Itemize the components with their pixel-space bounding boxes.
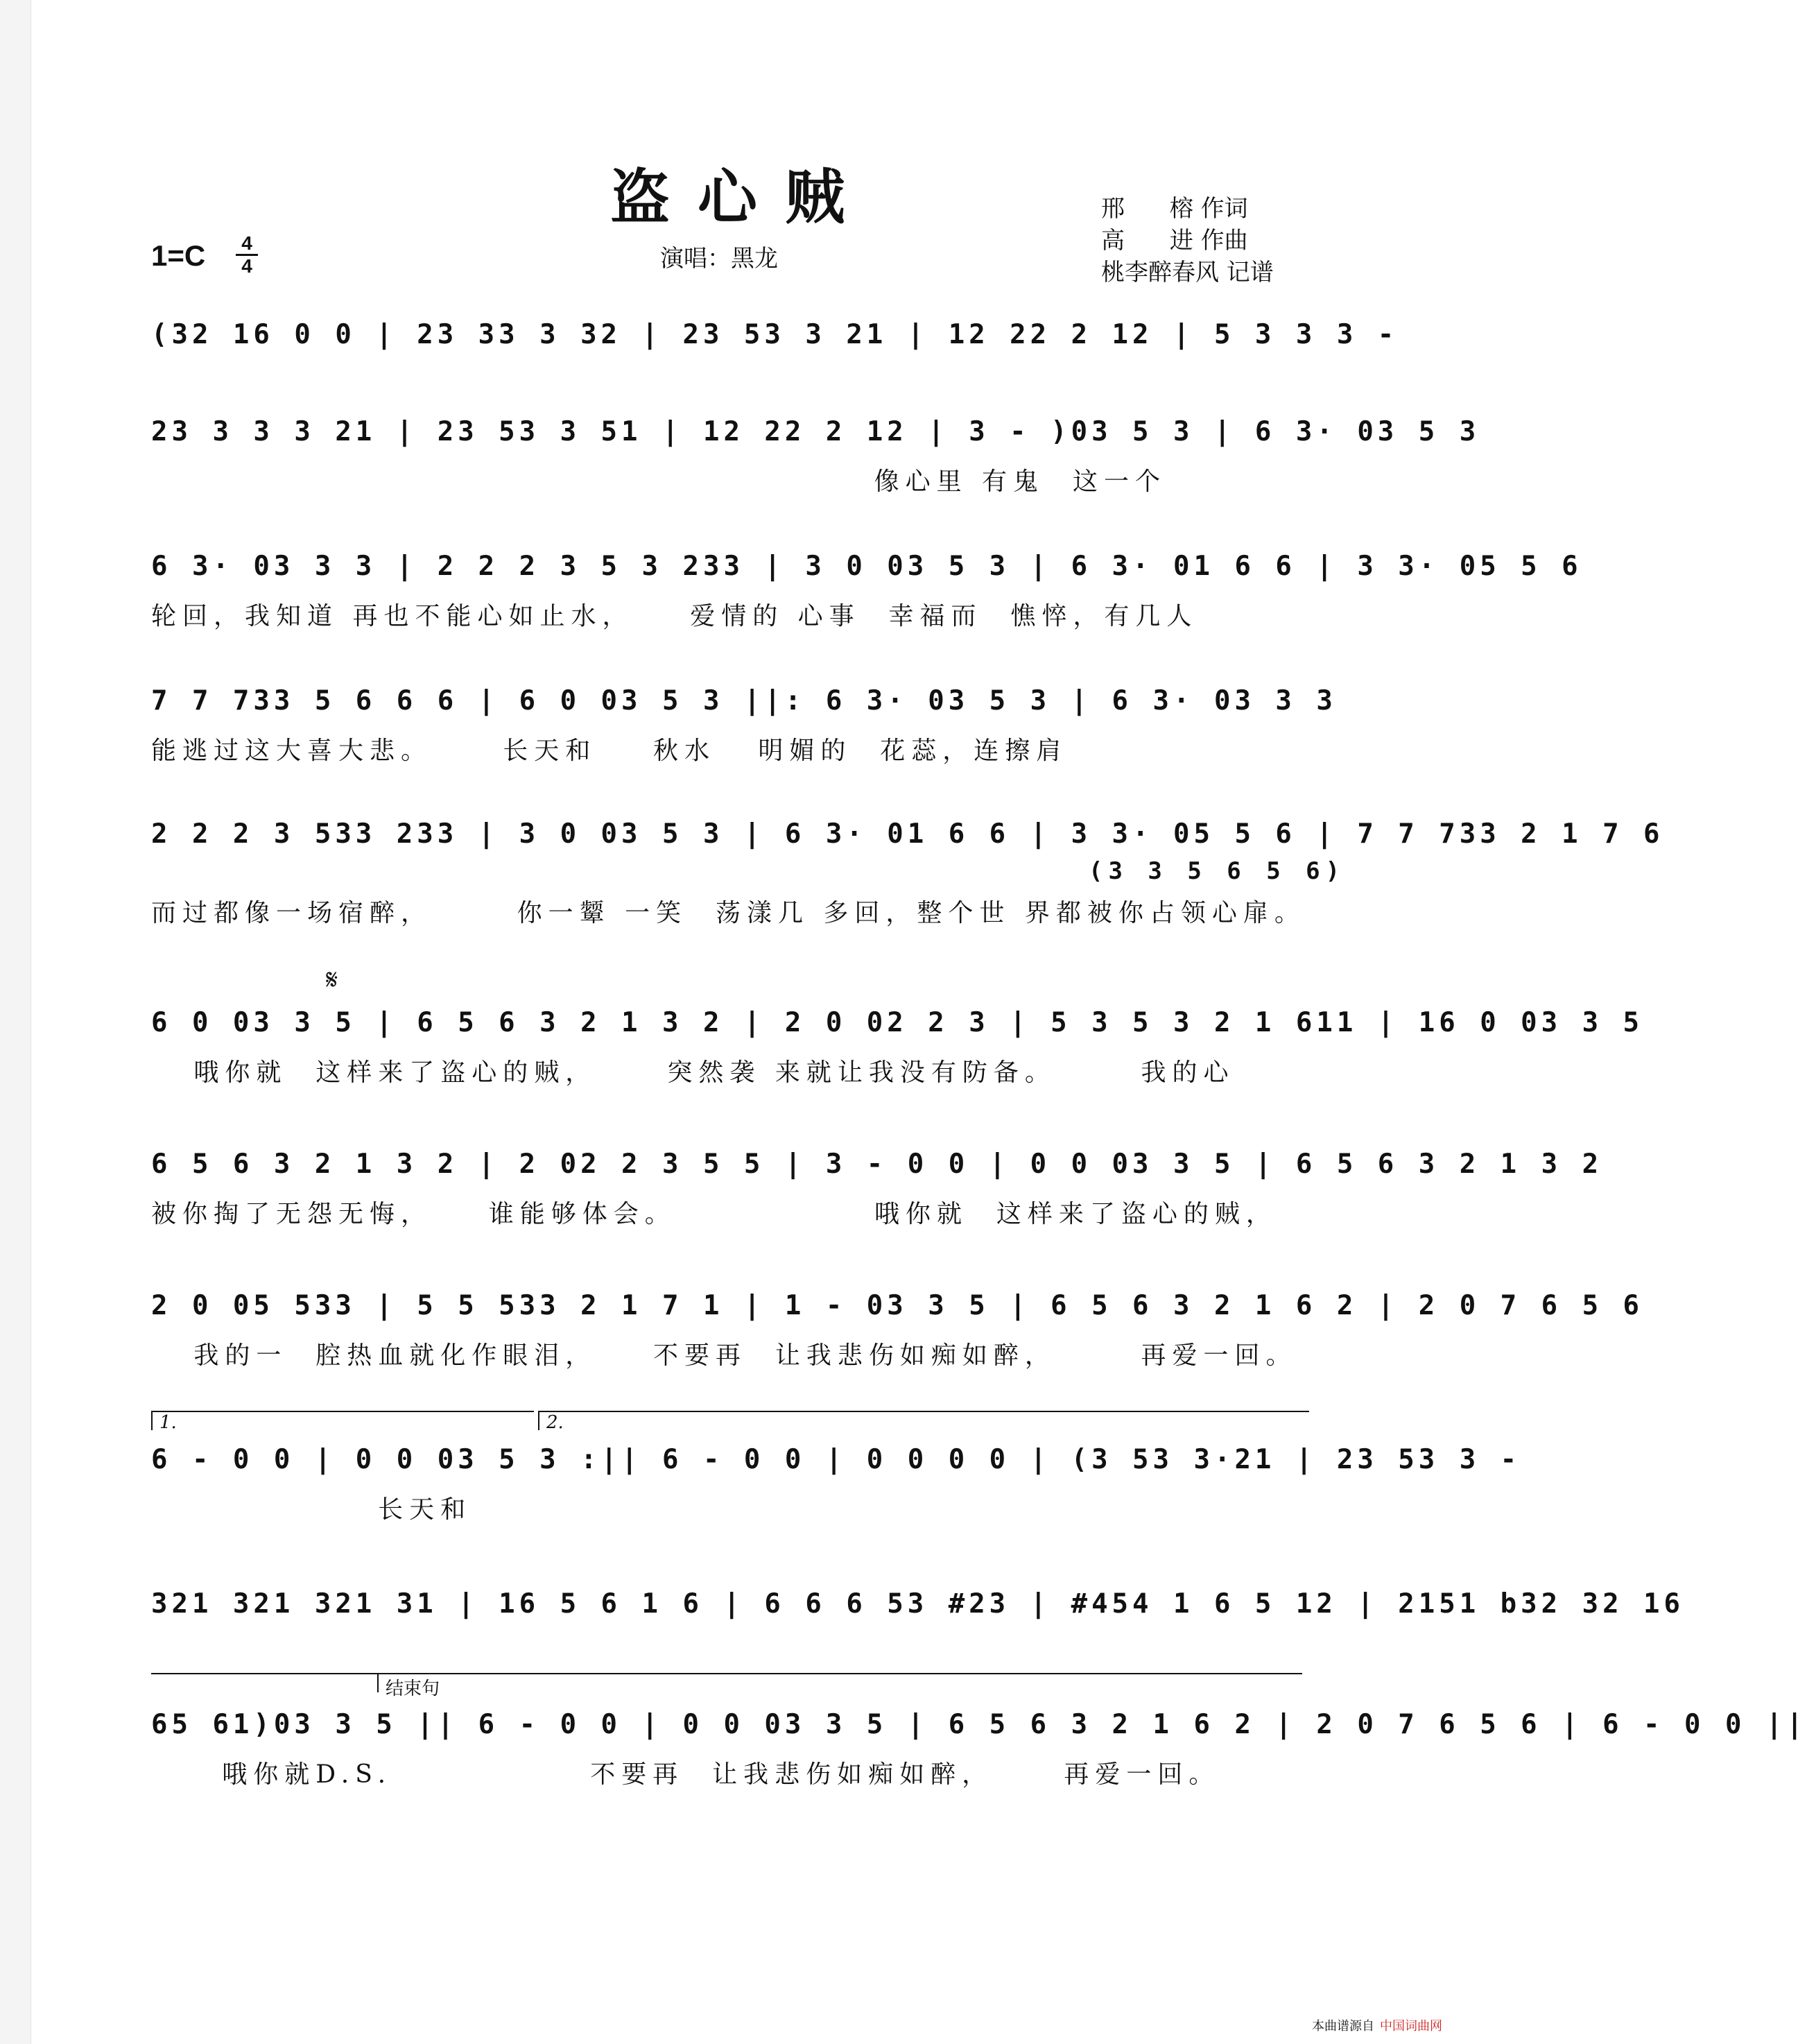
- coda-label: 结束句: [377, 1673, 524, 1692]
- segno-sign: 𝄋: [326, 964, 338, 996]
- coda-bracket-line: [151, 1673, 1302, 1692]
- source-footer: [1312, 2016, 1442, 2034]
- notation-line: 321 321 321 31 | 16 5 6 1 6 | 6 6 6 53 #23 | #454 1 6 5 12 | 2151 b32 32 16: [151, 1588, 1684, 1620]
- lyric-line: 像心里 有鬼 这一个: [151, 467, 1166, 496]
- volta-1-bracket: 1.: [151, 1411, 534, 1430]
- lyricist-credit: 邢 榕 作词: [1101, 195, 1248, 223]
- footer-source-text: 本曲谱源自: [1312, 2019, 1374, 2033]
- footer-site-link[interactable]: 中国词曲网: [1380, 2019, 1442, 2033]
- lyric-line: 我的一 腔热血就化作眼泪， 不要再 让我悲伤如痴如醉， 再爱一回。: [151, 1341, 1297, 1370]
- notation-line: 6 - 0 0 | 0 0 03 5 3 :|| 6 - 0 0 | 0 0 0 0 | (3 53 3·21 | 23 53 3 -: [151, 1444, 1521, 1475]
- lyric-line: 哦你就D.S. 不要再 让我悲伤如痴如醉， 再爱一回。: [151, 1760, 1220, 1789]
- alternate-notes: (3 3 5 6 5 6): [1089, 857, 1346, 885]
- lyric-line: 能逃过这大喜大悲。 长天和 秋水 明媚的 花蕊，连擦肩: [151, 737, 1068, 765]
- notation-line: 6 3· 03 3 3 | 2 2 2 3 5 3 233 | 3 0 03 5 3 | 6 3· 01 6 6 | 3 3· 05 5 6: [151, 551, 1582, 582]
- notation-line: 6 5 6 3 2 1 3 2 | 2 02 2 3 5 5 | 3 - 0 0 | 0 0 03 3 5 | 6 5 6 3 2 1 3 2: [151, 1149, 1603, 1180]
- volta-2-bracket: 2.: [538, 1411, 1309, 1430]
- notation-line: 2 0 05 533 | 5 5 533 2 1 7 1 | 1 - 03 3 5 | 6 5 6 3 2 1 6 2 | 2 0 7 6 5 6: [151, 1290, 1644, 1321]
- singer-label: 演唱：黑龙: [660, 245, 778, 273]
- song-title: 盗心贼: [610, 162, 872, 232]
- notation-line: 6 0 03 3 5 | 6 5 6 3 2 1 3 2 | 2 0 02 2 3 | 5 3 5 3 2 1 611 | 16 0 03 3 5: [151, 1007, 1644, 1038]
- composer-credit: 高 进 作曲: [1101, 227, 1248, 255]
- time-denominator: 4: [241, 255, 252, 277]
- credits-block: [1101, 193, 1274, 289]
- transcriber-credit: 桃李醉春风 记谱: [1101, 259, 1274, 286]
- time-numerator: 4: [236, 233, 258, 256]
- notation-line: 7 7 733 5 6 6 6 | 6 0 03 5 3 ||: 6 3· 03 5 3 | 6 3· 03 3 3: [151, 685, 1337, 716]
- lyric-line: 被你掏了无怨无悔， 谁能够体会。 哦你就 这样来了盗心的贼，: [151, 1200, 1277, 1228]
- key-signature: 1=C: [151, 239, 206, 272]
- time-signature: [236, 233, 258, 277]
- lyric-line: 长天和: [151, 1495, 472, 1524]
- notation-line: 2 2 2 3 533 233 | 3 0 03 5 3 | 6 3· 01 6 6 | 3 3· 05 5 6 | 7 7 733 2 1 7 6: [151, 818, 1664, 850]
- lyric-line: 轮回，我知道 再也不能心如止水， 爱情的 心事 幸福而 憔悴，有几人: [151, 602, 1198, 630]
- notation-line: 65 61)03 3 5 || 6 - 0 0 | 0 0 03 3 5 | 6 5 6 3 2 1 6 2 | 2 0 7 6 5 6 | 6 - 0 0 ||: [151, 1709, 1807, 1740]
- page-edge-strip: [0, 0, 31, 2044]
- notation-line: (32 16 0 0 | 23 33 3 32 | 23 53 3 21 | 12 22 2 12 | 5 3 3 3 -: [151, 319, 1399, 350]
- lyric-line: 而过都像一场宿醉， 你一颦 一笑 荡漾几 多回，整个世 界都被你占领心扉。: [151, 899, 1306, 927]
- lyric-line: 哦你就 这样来了盗心的贼， 突然袭 来就让我没有防备。 我的心: [151, 1058, 1235, 1087]
- notation-line: 23 3 3 3 21 | 23 53 3 51 | 12 22 2 12 | 3 - )03 5 3 | 6 3· 03 5 3: [151, 416, 1480, 447]
